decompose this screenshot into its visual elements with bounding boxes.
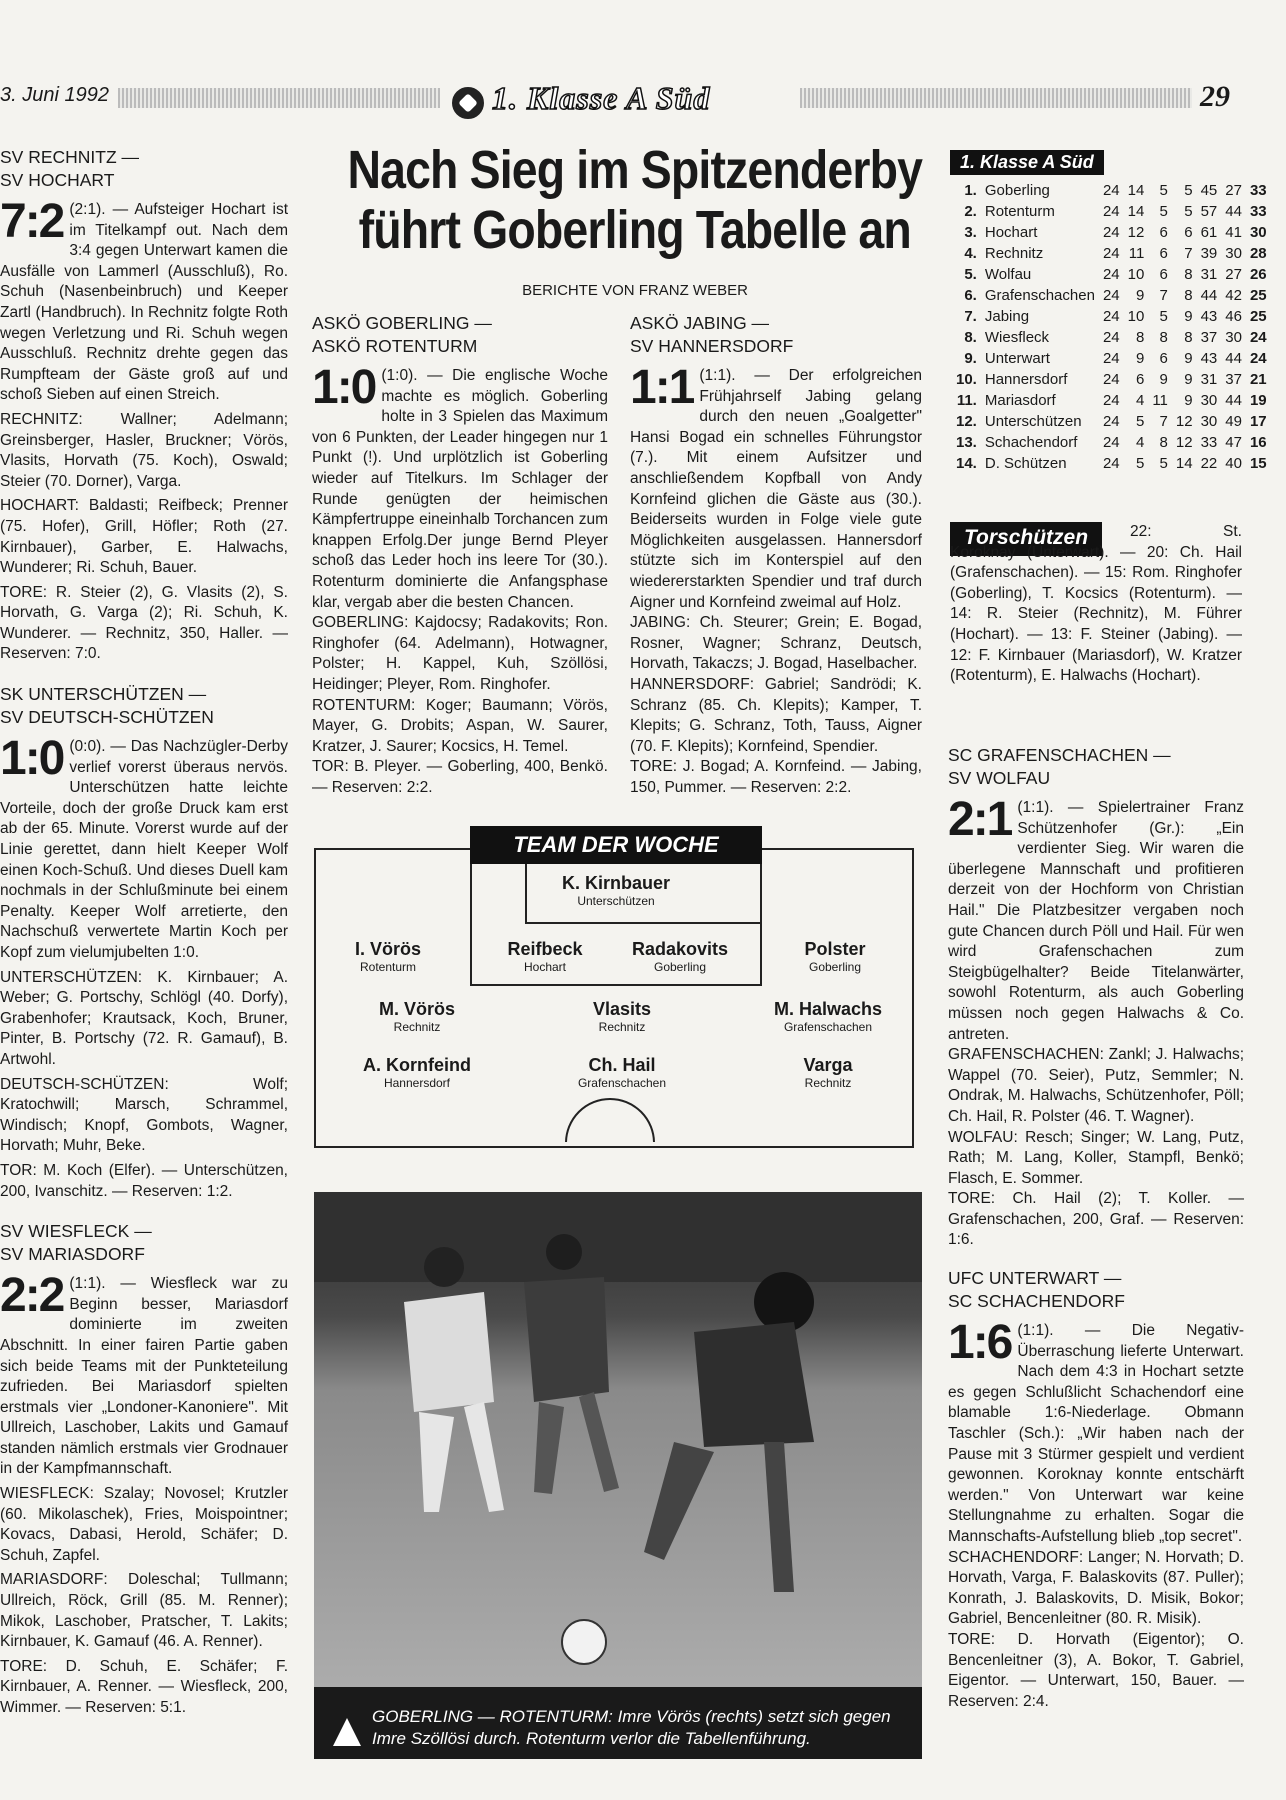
table-cell: 45: [1200, 182, 1218, 199]
table-cell: Grafenschachen: [984, 287, 1095, 304]
table-cell: Wiesfleck: [984, 329, 1050, 346]
table-row: [952, 411, 1271, 432]
table-cell: 5: [1159, 455, 1168, 472]
table-cell: 37: [1200, 329, 1218, 346]
table-cell: 9.: [964, 350, 977, 367]
table-cell: 22: [1200, 455, 1218, 472]
player-club: Goberling: [653, 960, 707, 974]
goals: TORE: R. Steier (2), G. Vlasits (2), S. Horvath, G. Varga (2); Ri. Schuh, K. Wunderer. — Rechnitz, 350, Haller. — Reserven: 7:0.: [0, 583, 288, 663]
table-cell: 37: [1225, 371, 1242, 388]
lineup: GOBERLING: Kajdocsy; Radakovits; Ron. Ringhofer (64. Adelmann), Hotwagner, Polster; H. Kappel, Kuh, Szöllösi, Heidinger; Pleyer, Rom. Ringhofer.: [312, 614, 608, 693]
team-of-week-title: TEAM DER WOCHE: [470, 826, 762, 864]
lineup: UNTERSCHÜTZEN: K. Kirnbauer; A. Weber; G. Portschy, Schlögl (40. Dorfy), Grabenhofer; Krautsack, Koch, Bruner, Pinter, B. Portschy (72. R. Gamauf), B. Artwohl.: [0, 968, 288, 1068]
table-cell: 14: [1127, 182, 1145, 199]
goals: TORE: D. Schuh, E. Schäfer; F. Kirnbauer, A. Renner. — Wiesfleck, 200, Wimmer. — Reserven: 5:1.: [0, 1657, 288, 1716]
table-cell: 6: [1159, 224, 1168, 241]
table-cell: Rotenturm: [984, 203, 1055, 220]
table-cell: Rechnitz: [984, 245, 1044, 262]
match-report: (1:1). — Spielertrainer Franz Schützenhofer (Gr.): „Ein verdienter Sieg. Wir waren die überlegene Mannschaft und profitieren derzeit von der Hochform von Christian Hail." Die Platzbesitzer vergaben noch gute Chancen durch Pöll und Hail. Für wen wird Grafenschachen zum Steigbügelhalter? Beide Titelanwärter, sowohl Rotenturm, als auch Goberling müssen noch gegen Halwachs & Co. antreten.: [948, 799, 1244, 1043]
match-heading: SV RECHNITZ —: [0, 147, 140, 167]
table-cell: 24: [1249, 350, 1267, 367]
table-cell: 8: [1159, 434, 1168, 451]
table-cell: 4: [1135, 392, 1145, 409]
match-heading: SK UNTERSCHÜTZEN —: [0, 684, 207, 705]
lineup: SCHACHENDORF: Langer; N. Horvath; D. Horvath, Varga, F. Balaskovits (87. Puller); Konrath, J. Balaskovits, D. Misik, Bokor; Gabriel, Bencenleitner (80. R. Misik).: [948, 1548, 1244, 1628]
table-cell: 12.: [956, 413, 977, 430]
table-cell: 30: [1225, 245, 1242, 262]
table-cell: 14.: [956, 455, 977, 472]
table-cell: 24: [1102, 434, 1120, 451]
player-club: Rechnitz: [804, 1076, 852, 1090]
team-player: [547, 998, 697, 1035]
team-player: [753, 998, 903, 1035]
table-cell: 3.: [964, 224, 977, 241]
table-cell: 6: [1159, 245, 1168, 262]
table-cell: 8.: [964, 329, 977, 346]
table-cell: 9: [1159, 371, 1168, 388]
table-cell: Hannersdorf: [984, 371, 1068, 388]
table-row: [952, 390, 1271, 411]
table-cell: 5: [1159, 308, 1168, 325]
table-cell: 6: [1159, 266, 1168, 283]
table-cell: 17: [1249, 413, 1267, 430]
goals: TORE: D. Horvath (Eigentor); O. Bencenleitner (3), A. Bokor, T. Gabriel, Eigentor. — Unterwart, 150, Bauer. — Reserven: 2:4.: [948, 1630, 1244, 1710]
table-cell: 8: [1135, 329, 1145, 346]
issue-date: 3. Juni 1992: [0, 84, 109, 106]
table-cell: 9: [1184, 371, 1193, 388]
table-cell: 5: [1135, 455, 1145, 472]
team-player: [342, 998, 492, 1035]
match-heading: SV WIESFLECK —: [0, 1221, 152, 1242]
team-player: [470, 938, 620, 975]
team-player: [753, 1054, 903, 1091]
table-row: [952, 327, 1271, 348]
match-heading: SC SCHACHENDORF: [948, 1291, 1125, 1312]
photo-caption: [330, 1706, 910, 1750]
match-score: 7:2: [0, 195, 64, 248]
match-photo: [314, 1192, 922, 1759]
table-cell: 10: [1127, 266, 1145, 283]
table-cell: 39: [1200, 245, 1218, 262]
player-club: Grafenschachen: [577, 1076, 667, 1090]
table-cell: 46: [1225, 308, 1242, 325]
table-cell: 19: [1249, 392, 1267, 409]
table-cell: 12: [1175, 434, 1193, 451]
scorers-label: Torschützen: [950, 522, 1102, 556]
table-cell: 10: [1127, 308, 1145, 325]
player-name: Polster: [804, 939, 866, 959]
table-cell: 40: [1225, 455, 1242, 472]
column-left: [0, 146, 288, 1719]
goals: TORE: J. Bogad; A. Kornfeind. — Jabing, 150, Pummer. — Reserven: 2:2.: [630, 758, 922, 796]
table-cell: 9: [1184, 308, 1193, 325]
lineup: RECHNITZ: Wallner; Adelmann; Greinsberger, Hasler, Bruckner; Vörös, Vlasits, Horvath (75. Koch), Oswald; Steier (70. Dorner), Varga.: [0, 410, 288, 490]
match-heading: SV HOCHART: [0, 170, 115, 190]
table-cell: 6: [1159, 350, 1168, 367]
table-cell: 24: [1102, 224, 1120, 241]
match-heading: ASKÖ ROTENTURM: [312, 336, 478, 356]
match-report: (1:1). — Der erfolgreichen Frühjahrself Jabing gelang durch den neuen „Goalgetter" Hansi Bogad ein schnelles Führungstor (7.). Mit einem Aufsitzer und anschließendem Kopfball von Andy Kornfeind glichen die Gäste aus (30.). Beiderseits wurden in Folge viele gute Möglichkeiten ausgelassen. Hannersdorf stützte sich im Konterspiel auf den wiedererstarkten Spendier und traf durch Aigner und Kornfeind zweimal auf Holz.: [630, 367, 922, 611]
match-report: (2:1). — Aufsteiger Hochart ist im Titelkampf out. Nach dem 3:4 gegen Unterwart kamen die Ausfälle von Lammerl (Ausschluß), Ro. Schuh (Nasenbeinbruch) und Keeper Zartl (Handbruch). In Rechnitz folgte Roth wegen Verletzung und Ri. Schuh wegen Ausschluß. Rechnitz drehte gegen das Rumpfteam der Gäste groß auf und schoß Sieben auf einen Streich.: [0, 201, 288, 404]
table-cell: 30: [1200, 392, 1218, 409]
table-cell: 24: [1102, 455, 1120, 472]
table-cell: 24: [1102, 350, 1120, 367]
table-cell: 9: [1184, 350, 1193, 367]
player-name: Vlasits: [592, 999, 652, 1019]
table-cell: 24: [1102, 245, 1120, 262]
match-report: (1:0). — Die englische Woche machte es möglich. Goberling holte in 3 Spielen das Maximum von 6 Punkten, der Leader hingegen nur 1 Punkt (!). Und urplötzlich ist Goberling wieder auf Titelkurs. Im Schlager der Runde genügten der heimischen Kämpfertruppe eineinhalb Torchancen zum knappen Erfolg.Der junge Bernd Pleyer schoß das Leder hoch ins leere Tor (30.). Rotenturm dominierte die Anfangsphase klar, vergab aber die besten Chancen.: [312, 367, 608, 611]
section-title: 1. Klasse A Süd: [492, 80, 711, 116]
table-title: 1. Klasse A Süd: [950, 150, 1104, 175]
table-cell: 49: [1225, 413, 1242, 430]
match-report: (1:1). — Wiesfleck war zu Beginn besser, Mariasdorf dominierte im zweiten Abschnitt. In einer fairen Partie gaben sich beide Teams mit der Punkteteilung zufrieden. Bei Mariasdorf spielten erstmals vier „Londoner-Kanoniere". Mit Ullreich, Laschober, Lakits und Gamauf standen nämlich erstmals vier Grodnauer in der Kampfmannschaft.: [0, 1275, 288, 1478]
header-rule-left: [118, 88, 440, 108]
table-row: [952, 369, 1271, 390]
table-cell: 31: [1200, 371, 1218, 388]
table-cell: 44: [1225, 350, 1242, 367]
scorers-text: 22: St. Koroknay (Unterwart). — 20: Ch. Hail (Grafenschachen). — 15: Rom. Ringhofer (Goberling), T. Kocsics (Rotenturm). — 14: R. Steier (Rechnitz), M. Führer (Hochart). — 13: F. Steiner (Jabing). — 12: F. Kirnbauer (Mariasdorf), W. Kratzer (Rotenturm), E. Halwachs (Hochart).: [950, 523, 1242, 685]
page-number: 29: [1200, 80, 1230, 113]
match-report: (1:1). — Die Negativ-Überraschung lieferte Unterwart. Nach dem 4:3 in Hochart setzte es gegen Schlußlicht Schachendorf eine blamable 1:6-Niederlage. Obmann Taschler (Sch.): „Wir haben nach der Pause mit 3 Stürmer gespielt und verdient gewonnen. Koroknay konnte entschärft werden." Von Unterwart war keine Stellungnahme zu erhalten. Sogar die Mannschafts-Aufstellung blieb „top secret".: [948, 1322, 1244, 1545]
table-cell: 9: [1135, 287, 1145, 304]
table-row: [952, 180, 1271, 201]
player-club: Rotenturm: [359, 960, 417, 974]
goals: TOR: M. Koch (Elfer). — Unterschützen, 200, Ivanschitz. — Reserven: 1:2.: [0, 1161, 288, 1200]
table-cell: 7: [1159, 287, 1168, 304]
player-name: Ch. Hail: [588, 1055, 656, 1075]
column-jabing: [630, 312, 922, 798]
table-cell: 8: [1184, 329, 1193, 346]
table-cell: 31: [1200, 266, 1218, 283]
team-player: [605, 938, 755, 975]
table-cell: 25: [1249, 308, 1267, 325]
player-club: Rechnitz: [598, 1020, 646, 1034]
table-cell: 9: [1135, 350, 1145, 367]
goals: TOR: B. Pleyer. — Goberling, 400, Benkö. — Reserven: 2:2.: [312, 758, 608, 796]
match-heading: SV WOLFAU: [948, 768, 1051, 788]
table-cell: 13.: [956, 434, 977, 451]
table-cell: 10.: [956, 371, 977, 388]
table-cell: 33: [1200, 434, 1218, 451]
table-cell: 5: [1159, 182, 1168, 199]
match-heading: ASKÖ JABING —: [630, 313, 770, 333]
match-score: 1:0: [0, 732, 64, 786]
table-cell: 2.: [964, 203, 977, 220]
table-cell: 8: [1159, 329, 1168, 346]
football-icon: [452, 87, 484, 119]
player-club: Rechnitz: [393, 1020, 441, 1034]
table-cell: 7: [1184, 245, 1193, 262]
lineup: MARIASDORF: Doleschal; Tullmann; Ullreich, Röck, Grill (85. M. Renner); Mikok, Laschober, Pratscher, T. Lakits; Kirnbauer, K. Gamauf (46. A. Renner).: [0, 1571, 288, 1651]
match-score: 1:6: [948, 1316, 1012, 1370]
column-goberling: [312, 312, 608, 798]
table-cell: 4.: [964, 245, 977, 262]
match-report: (0:0). — Das Nachzügler-Derby verlief vorerst überaus nervös. Unterschützen hatte leichte Vorteile, doch der große Druck kam erst ab der 65. Minute. Vorerst wurde auf der Linie gerettet, dann hielt Keeper Wolf einen Koch-Schuß. Und dieses Duell kam nochmals in der Schlußminute bei einem Penalty. Keeper Wolf arretierte, den Nachschuß verwertete Martin Koch per Kopf zum vielumjubelten 1:0.: [0, 738, 288, 961]
team-player: [541, 872, 691, 909]
player-name: I. Vörös: [354, 939, 421, 959]
table-cell: 30: [1225, 329, 1242, 346]
headline-line: Nach Sieg im Spitzenderby: [347, 140, 923, 200]
lineup: WIESFLECK: Szalay; Novosel; Krutzler (60. Mikolaschek), Fries, Moispointner; Kovacs, Dabasi, Herold, Schäfer; D. Schuh, Zapfel.: [0, 1485, 288, 1564]
table-cell: Unterschützen: [984, 413, 1082, 430]
table-cell: 4: [1135, 434, 1145, 451]
table-cell: 5: [1184, 203, 1193, 220]
table-cell: 43: [1200, 308, 1218, 325]
team-player: [760, 938, 910, 975]
table-cell: 24: [1249, 329, 1267, 346]
table-cell: 12: [1127, 224, 1145, 241]
team-player: [342, 1054, 492, 1091]
table-cell: 8: [1184, 266, 1193, 283]
table-cell: 11.: [956, 392, 977, 409]
table-cell: 12: [1175, 413, 1193, 430]
table-cell: 27: [1225, 182, 1242, 199]
table-cell: 26: [1249, 266, 1267, 283]
player-name: Radakovits: [631, 939, 729, 959]
table-cell: 9: [1184, 392, 1193, 409]
headline-line: führt Goberling Tabelle an: [358, 200, 911, 260]
byline: BERICHTE VON FRANZ WEBER: [522, 282, 748, 299]
headline: [320, 140, 923, 260]
scorers-list: [950, 522, 1242, 687]
table-cell: 33: [1249, 182, 1267, 199]
lineup: DEUTSCH-SCHÜTZEN: Wolf; Kratochwill; Marsch, Schrammel, Windisch; Knopf, Gombots, Wagner, Horvath; Muhr, Beke.: [0, 1075, 288, 1155]
table-cell: 24: [1102, 266, 1120, 283]
table-cell: 43: [1200, 350, 1218, 367]
table-cell: 30: [1200, 413, 1218, 430]
ball-icon: [562, 1620, 606, 1664]
table-cell: 7.: [964, 308, 977, 325]
column-right: [948, 744, 1244, 1712]
player-name: K. Kirnbauer: [561, 873, 671, 893]
match-heading: ASKÖ GOBERLING —: [312, 313, 492, 333]
table-row: [952, 264, 1271, 285]
table-cell: 6.: [964, 287, 977, 304]
lineup: HANNERSDORF: Gabriel; Sandrödi; K. Schranz (85. Ch. Klepits); Kamper, T. Klepits; G. Schranz, Toth, Tauss, Aigner (70. F. Klepits); Kornfeind, Spendier.: [630, 675, 922, 755]
player-club: Goberling: [808, 960, 862, 974]
table-cell: 8: [1184, 287, 1193, 304]
table-row: [952, 243, 1271, 264]
table-cell: 15: [1249, 455, 1267, 472]
table-cell: 5.: [964, 266, 977, 283]
team-player: [313, 938, 463, 975]
player-name: A. Kornfeind: [363, 1055, 471, 1075]
table-cell: Mariasdorf: [984, 392, 1056, 409]
player-club: Unterschützen: [577, 894, 655, 908]
match-heading: SV DEUTSCH-SCHÜTZEN: [0, 707, 214, 728]
table-cell: 6: [1135, 371, 1145, 388]
match-score: 1:0: [312, 361, 376, 414]
table-cell: Unterwart: [984, 350, 1050, 367]
match-score: 2:1: [948, 793, 1012, 846]
table-cell: 44: [1200, 287, 1218, 304]
table-cell: 30: [1249, 224, 1267, 241]
table-cell: 57: [1200, 203, 1218, 220]
table-cell: 11: [1128, 245, 1145, 262]
table-cell: 33: [1249, 203, 1267, 220]
player-name: Reifbeck: [507, 939, 583, 959]
table-cell: 11: [1152, 392, 1168, 409]
table-cell: 24: [1102, 392, 1120, 409]
match-score: 2:2: [0, 1269, 64, 1323]
lineup: GRAFENSCHACHEN: Zankl; J. Halwachs; Wappel (70. Seier), Putz, Semmler; N. Ondrak, M. Halwachs, Schützenhofer, Pöll; Ch. Hail, R. Polster (46. T. Wagner).: [948, 1046, 1244, 1125]
player-name: M. Vörös: [378, 999, 455, 1019]
table-row: [952, 222, 1271, 243]
table-cell: 25: [1249, 287, 1267, 304]
table-cell: 24: [1102, 308, 1120, 325]
match-score: 1:1: [630, 361, 694, 414]
table-cell: D. Schützen: [984, 455, 1067, 472]
table-cell: Schachendorf: [984, 434, 1078, 451]
table-cell: 28: [1249, 245, 1267, 262]
table-cell: 5: [1135, 413, 1145, 430]
player-club: Grafenschachen: [783, 1020, 873, 1034]
table-row: [952, 348, 1271, 369]
table-cell: 21: [1249, 371, 1267, 388]
table-cell: Jabing: [984, 308, 1030, 325]
table-cell: 14: [1175, 455, 1193, 472]
table-cell: 1.: [964, 182, 977, 199]
match-heading: UFC UNTERWART —: [948, 1268, 1122, 1289]
table-cell: 24: [1102, 203, 1120, 220]
table-cell: 47: [1225, 434, 1242, 451]
player-name: Varga: [803, 1055, 853, 1075]
table-row: [952, 453, 1271, 474]
lineup: ROTENTURM: Koger; Baumann; Vörös, Mayer, G. Drobits; Aspan, W. Saurer, Kratzer, J. Saurer; Kocsics, H. Temel.: [312, 696, 608, 755]
table-cell: 24: [1102, 329, 1120, 346]
lineup: WOLFAU: Resch; Singer; W. Lang, Putz, Rath; M. Lang, Koller, Stampfl, Benkö; Flasch, E. Sommer.: [948, 1128, 1244, 1187]
match-heading: SV HANNERSDORF: [630, 336, 794, 356]
table-cell: 7: [1159, 413, 1168, 430]
table-cell: Wolfau: [984, 266, 1032, 283]
team-player: [547, 1054, 697, 1091]
goals: TORE: Ch. Hail (2); T. Koller. — Grafenschachen, 200, Graf. — Reserven: 1:6.: [948, 1190, 1244, 1249]
table-cell: 24: [1102, 413, 1120, 430]
player-name: M. Halwachs: [773, 999, 883, 1019]
table-cell: 14: [1127, 203, 1145, 220]
table-row: [952, 306, 1271, 327]
table-cell: 44: [1225, 392, 1242, 409]
player-club: Hannersdorf: [383, 1076, 451, 1090]
table-cell: 42: [1225, 287, 1242, 304]
table-cell: 24: [1102, 182, 1120, 199]
table-row: [952, 432, 1271, 453]
table-cell: 5: [1159, 203, 1168, 220]
table-cell: 5: [1184, 182, 1193, 199]
table-cell: 16: [1249, 434, 1267, 451]
league-table: [952, 180, 1271, 474]
table-cell: 27: [1225, 266, 1242, 283]
table-cell: Hochart: [984, 224, 1038, 241]
table-row: [952, 201, 1271, 222]
table-cell: 41: [1225, 224, 1242, 241]
table-cell: 44: [1225, 203, 1242, 220]
match-heading: SC GRAFENSCHACHEN —: [948, 745, 1171, 765]
table-cell: 6: [1184, 224, 1193, 241]
caption-text: GOBERLING — ROTENTURM: Imre Vörös (rechts) setzt sich gegen Imre Szöllösi durch. Rotenturm verlor die Tabellenführung.: [372, 1707, 891, 1748]
match-heading: SV MARIASDORF: [0, 1244, 145, 1265]
photo-illustration: [314, 1192, 922, 1759]
table-cell: 24: [1102, 371, 1120, 388]
table-cell: 24: [1102, 287, 1120, 304]
table-cell: Goberling: [984, 182, 1050, 199]
table-cell: 61: [1200, 224, 1218, 241]
player-club: Hochart: [523, 960, 567, 974]
lineup: JABING: Ch. Steurer; Grein; E. Bogad, Rosner, Wagner; Schranz, Deutsch, Horvath, Takaczs; J. Bogad, Haselbacher.: [630, 614, 922, 673]
lineup: HOCHART: Baldasti; Reifbeck; Prenner (75. Hofer), Grill, Höfler; Roth (27. Kirnbauer), Garber, E. Halwachs, Wunderer; Ri. Schuh, Bauer.: [0, 497, 288, 577]
header-rule-right: [800, 88, 1192, 108]
table-row: [952, 285, 1271, 306]
